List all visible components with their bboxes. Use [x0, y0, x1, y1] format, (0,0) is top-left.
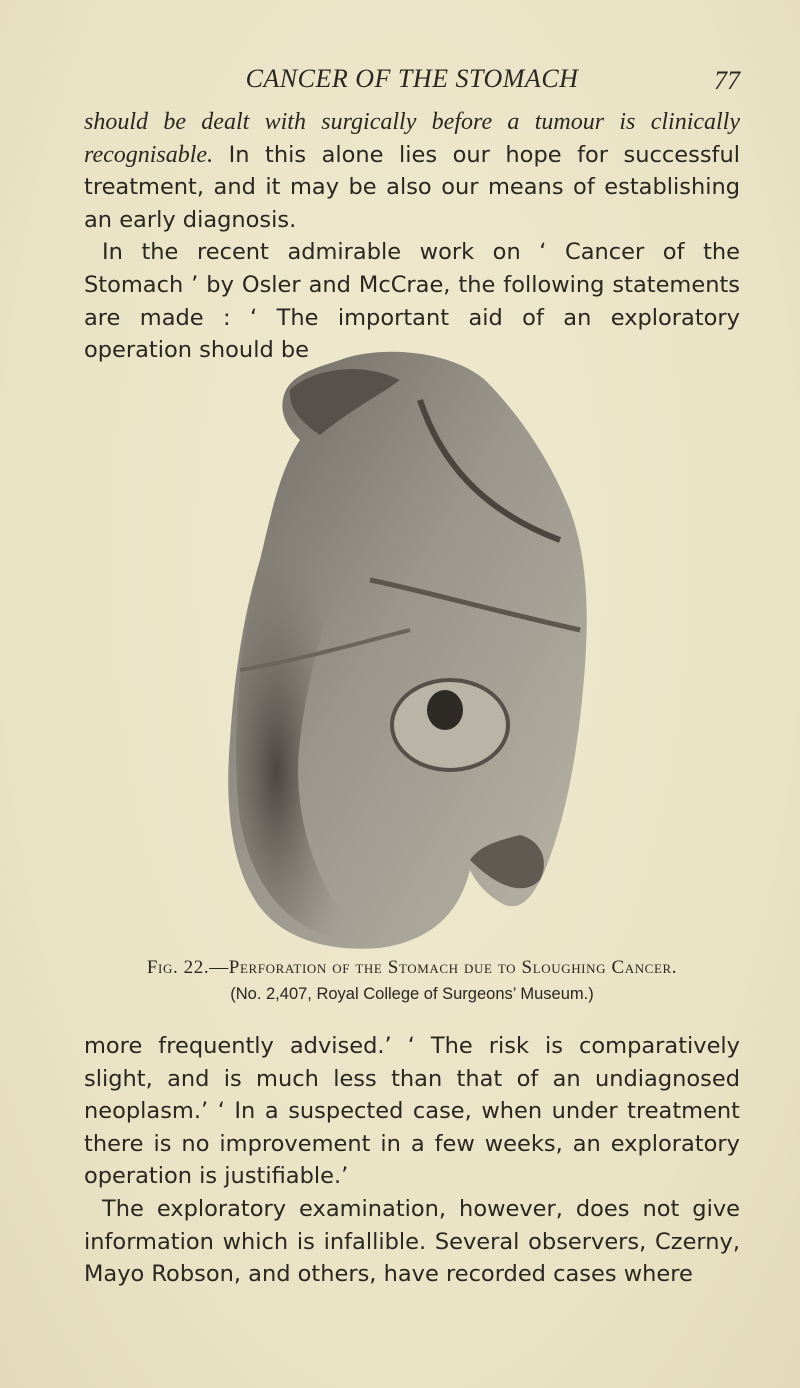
- caption-title: Fig. 22.—Perforation of the Stomach due to Sloughing Cancer.: [146, 957, 678, 978]
- body-text-bottom: [84, 1030, 740, 1291]
- specimen-figure: [220, 340, 600, 950]
- paragraph-1-rest: In this alone lies our hope for successful treatment, and it may be also our means of establishing an early diagnosis.: [84, 141, 740, 233]
- page-number: 77: [714, 66, 740, 95]
- running-title: CANCER OF THE STOMACH: [245, 64, 579, 93]
- perforation-hole: [427, 690, 463, 730]
- paragraph-2: In the recent admirable work on ‘ Cancer of the Stomach ’ by Osler and McCrae, the following statements are made : ‘ The important aid of an exploratory operation should be: [84, 239, 740, 364]
- stomach-specimen-photo: [220, 340, 600, 950]
- paragraph-3: more frequently advised.’ ‘ The risk is comparatively slight, and is much less than that of an undiagnosed neoplasm.’ ‘ In a suspected case, when under treatment there is no improvement in a few weeks, an exploratory operation is justifiable.’: [84, 1033, 740, 1190]
- italic-phrase: should be dealt with surgically before a tumour is clinically recognisable.: [84, 109, 740, 168]
- caption-source: (No. 2,407, Royal College of Surgeons’ Museum.): [230, 985, 594, 1003]
- paragraph-4: The exploratory examination, however, does not give information which is infallible. Several observers, Czerny, Mayo Robson, and others, have recorded cases where: [84, 1195, 740, 1288]
- running-head: [84, 64, 740, 100]
- body-text-top: [84, 106, 740, 367]
- figure-caption: [84, 957, 740, 1004]
- paragraph-1: [84, 106, 740, 236]
